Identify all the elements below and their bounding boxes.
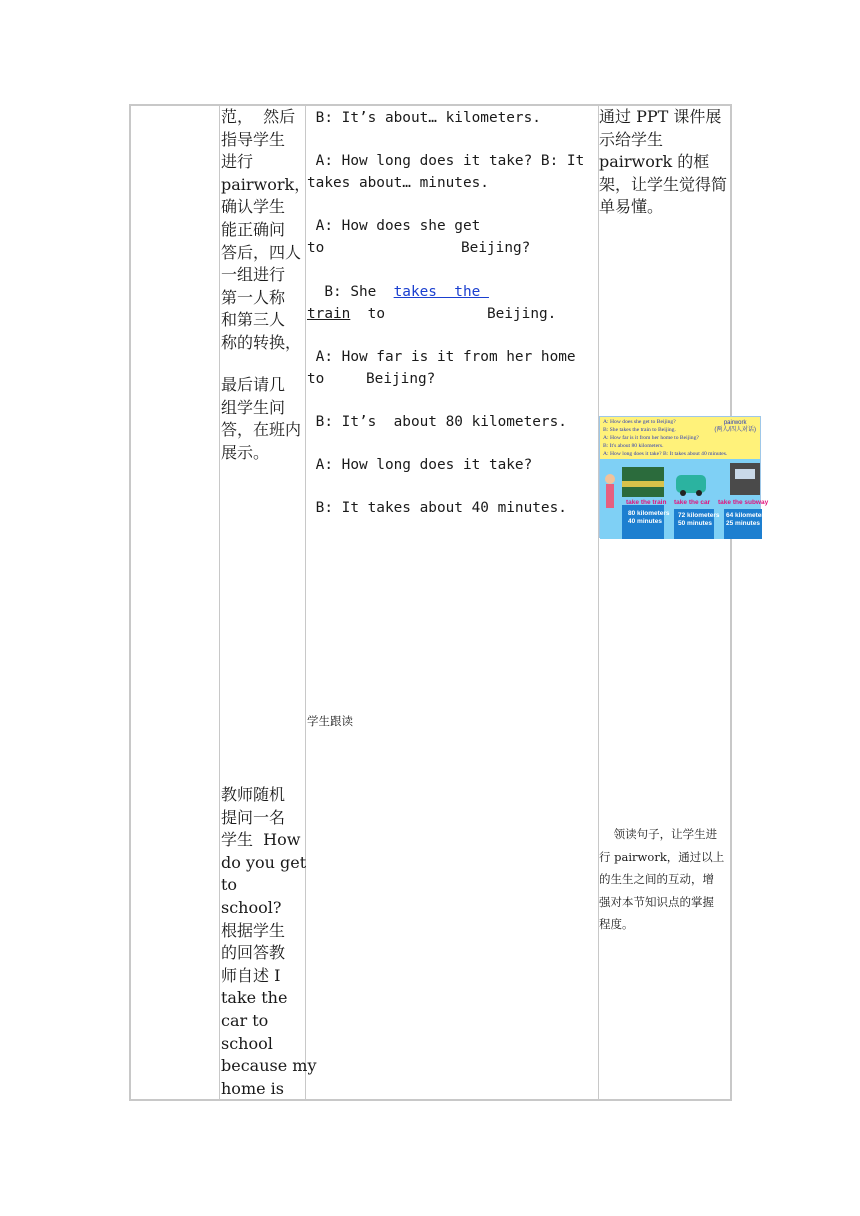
girl-picture bbox=[605, 474, 615, 484]
text-line: 程度。 bbox=[599, 917, 634, 931]
text-line: 展示。 bbox=[221, 442, 270, 462]
slide-question: A: How long does it take? B: It takes about 40 minutes. bbox=[603, 451, 728, 457]
text-line: 称的转换， bbox=[221, 332, 302, 352]
text-line: 答后，四人 bbox=[221, 242, 302, 262]
slide-header-title: pairwork bbox=[723, 420, 747, 426]
dialogue-line: to bbox=[307, 240, 325, 256]
dialogue-text: to bbox=[350, 306, 385, 322]
text-line: 架，让学生觉得简 bbox=[599, 174, 728, 194]
text-line: to bbox=[221, 875, 238, 895]
dialogue-line: B: It’s about… kilometers. bbox=[307, 110, 541, 126]
text-line: take the bbox=[221, 988, 288, 1008]
subway-min: 25 minutes bbox=[726, 519, 760, 527]
text-line: 领读句子，让学生进 bbox=[599, 827, 718, 841]
dialogue-line: B: It’s about 80 kilometers. bbox=[307, 414, 567, 430]
slide-header bbox=[714, 420, 756, 434]
column-student-activity bbox=[306, 106, 599, 1099]
text-line: 行 pairwork，通过以上 bbox=[599, 849, 725, 864]
dialogue-line: A: How long does it take? B: It bbox=[307, 153, 585, 169]
slide-picture-band bbox=[600, 459, 769, 539]
slide-question: B: She takes the train to Beijing. bbox=[603, 427, 676, 433]
text-line: 示给学生 bbox=[599, 129, 664, 149]
text-line: 的回答教 bbox=[221, 943, 286, 963]
car-label: take the car bbox=[674, 499, 711, 506]
slide-question: A: How does she get to Beijing? bbox=[603, 419, 676, 425]
text-line: 一组进行 bbox=[221, 265, 286, 285]
text-line: do you get bbox=[221, 852, 307, 872]
text-line: 最后请几 bbox=[221, 375, 286, 394]
text-line: pairwork 的框 bbox=[599, 152, 710, 172]
text-line: 组学生问 bbox=[221, 397, 286, 417]
takes-the-link[interactable]: takes the bbox=[393, 284, 489, 300]
text-line: 和第三人 bbox=[221, 310, 286, 330]
text-line: because my bbox=[221, 1056, 317, 1076]
slide-question: B: It's about 80 kilometers. bbox=[603, 443, 664, 449]
text-line: 通过 PPT 课件展 bbox=[599, 107, 722, 126]
car-km: 72 kilometers bbox=[678, 512, 720, 519]
text-line: 进行 bbox=[221, 152, 254, 172]
text-line: 能正确问 bbox=[221, 219, 286, 239]
teacher-instructions-bottom bbox=[221, 784, 317, 1100]
dialogue-line: Beijing? bbox=[366, 371, 436, 387]
text-line: 确认学生 bbox=[221, 197, 286, 217]
lesson-table bbox=[129, 104, 732, 1101]
text-line: 提问一名 bbox=[221, 807, 286, 827]
text-line: 强对本节知识点的掌握 bbox=[599, 894, 714, 909]
dialogue-line: to bbox=[307, 371, 325, 387]
dialogue-line: A: How far is it from her home bbox=[307, 349, 576, 365]
dialogue-line: Beijing? bbox=[461, 240, 531, 256]
subway-km: 64 kilometers bbox=[726, 512, 768, 519]
subway-label: take the subway bbox=[718, 499, 769, 506]
dialogue-line bbox=[307, 281, 489, 303]
text-line: 的生生之间的互动，增 bbox=[599, 872, 714, 886]
text-line: 教师随机 bbox=[221, 785, 286, 804]
student-follow-reading: 学生跟读 bbox=[307, 714, 353, 728]
text-line: 学生 How bbox=[221, 830, 301, 850]
dialogue-line: Beijing. bbox=[487, 306, 557, 322]
text-line: 单易懂。 bbox=[599, 197, 664, 217]
text-line: car to bbox=[221, 1010, 269, 1030]
text-line: 答，在班内 bbox=[221, 420, 302, 440]
train-underlined: train bbox=[307, 306, 351, 322]
dialogue-line: A: How long does it take? bbox=[307, 457, 533, 473]
slide-question: A: How far is it from her home to Beijing? bbox=[603, 435, 699, 441]
text-line: 指导学生 bbox=[221, 129, 286, 149]
dialogue-line: takes about… minutes. bbox=[307, 175, 489, 191]
car-min: 50 minutes bbox=[678, 519, 712, 527]
subway-distance bbox=[726, 512, 768, 527]
text-line: 第一人称 bbox=[221, 287, 286, 307]
text-line: 范， 然后 bbox=[221, 107, 296, 126]
text-line: school bbox=[221, 1033, 273, 1053]
dialogue-text: B: She bbox=[307, 284, 394, 300]
car-distance bbox=[678, 512, 720, 527]
ppt-slide-image bbox=[599, 416, 769, 538]
design-intent-top bbox=[599, 106, 727, 219]
column-design-intent bbox=[599, 106, 732, 1099]
teacher-instructions-top bbox=[221, 106, 310, 355]
car-picture bbox=[676, 475, 706, 493]
text-line: 根据学生 bbox=[221, 920, 286, 940]
text-line: pairwork， bbox=[221, 174, 311, 194]
train-label: take the train bbox=[626, 499, 667, 506]
train-distance bbox=[628, 510, 670, 525]
dialogue-line bbox=[307, 303, 385, 325]
text-line: school? bbox=[221, 897, 282, 917]
design-intent-bottom bbox=[599, 823, 724, 936]
dialogue-line: A: How does she get bbox=[307, 218, 481, 234]
text-line: 师自述 I bbox=[221, 965, 281, 985]
train-km: 80 kilometers bbox=[628, 510, 670, 517]
column-empty bbox=[131, 106, 220, 1099]
train-min: 40 minutes bbox=[628, 517, 662, 525]
slide-header-sub: (两人/四人对话) bbox=[714, 427, 756, 433]
dialogue-line: B: It takes about 40 minutes. bbox=[307, 500, 567, 516]
teacher-instructions-mid bbox=[221, 374, 301, 464]
text-line: home is bbox=[221, 1078, 284, 1098]
